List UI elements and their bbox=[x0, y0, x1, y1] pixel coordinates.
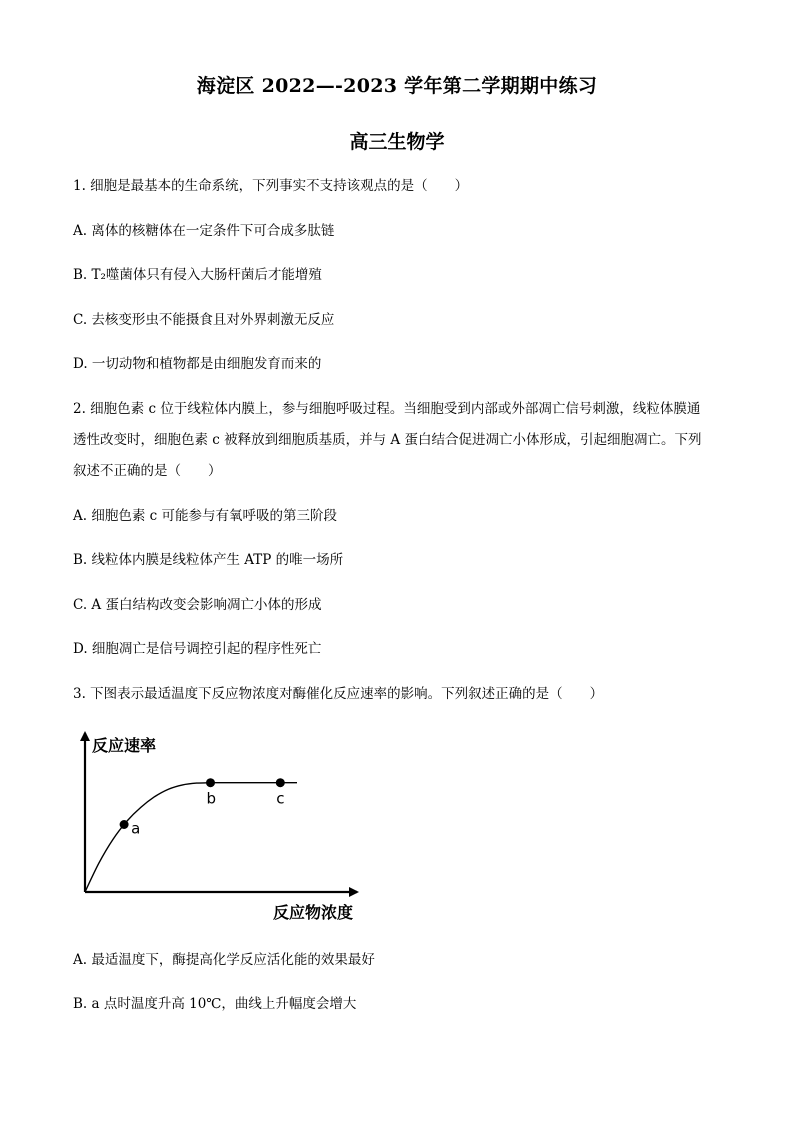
rate-curve bbox=[85, 783, 297, 892]
point-b-marker bbox=[206, 778, 215, 787]
question-2-option-d: D. 细胞凋亡是信号调控引起的程序性死亡 bbox=[73, 641, 322, 657]
question-3-option-a: A. 最适温度下，酶提高化学反应活化能的效果最好 bbox=[73, 952, 375, 968]
question-2-stem-line-3: 叙述不正确的是（ ） bbox=[73, 463, 222, 479]
point-a-label: a bbox=[131, 819, 141, 838]
question-1-option-b: B. T₂噬菌体只有侵入大肠杆菌后才能增殖 bbox=[73, 267, 322, 283]
page-subtitle: 高三生物学 bbox=[349, 131, 445, 153]
x-axis-label: 反应物浓度 bbox=[273, 903, 354, 922]
y-axis-label: 反应速率 bbox=[92, 736, 157, 755]
question-2-option-c: C. A 蛋白结构改变会影响凋亡小体的形成 bbox=[73, 597, 322, 613]
question-3-option-b: B. a 点时温度升高 10℃，曲线上升幅度会增大 bbox=[73, 996, 357, 1012]
points-layer bbox=[120, 778, 285, 837]
question-2-option-a: A. 细胞色素 c 可能参与有氧呼吸的第三阶段 bbox=[73, 508, 337, 524]
question-3-stem: 3. 下图表示最适温度下反应物浓度对酶催化反应速率的影响。下列叙述正确的是（ ） bbox=[73, 686, 604, 702]
question-2-stem-line-1: 2. 细胞色素 c 位于线粒体内膜上，参与细胞呼吸过程。当细胞受到内部或外部凋亡信号刺激，线粒体膜通 bbox=[73, 401, 701, 417]
question-1-option-d: D. 一切动物和植物都是由细胞发育而来的 bbox=[73, 356, 322, 372]
question-2-stem-line-2: 透性改变时，细胞色素 c 被释放到细胞质基质，并与 A 蛋白结合促进凋亡小体形成，引起细胞凋亡。下列 bbox=[73, 432, 702, 448]
chart-svg bbox=[60, 730, 380, 930]
question-1-stem: 1. 细胞是最基本的生命系统，下列事实不支持该观点的是（ ） bbox=[73, 178, 469, 194]
point-b-label: b bbox=[206, 789, 217, 808]
question-1-option-c: C. 去核变形虫不能摄食且对外界刺激无反应 bbox=[73, 312, 335, 328]
enzyme-rate-chart bbox=[60, 730, 380, 930]
question-2-option-b: B. 线粒体内膜是线粒体产生 ATP 的唯一场所 bbox=[73, 552, 344, 568]
point-c-label: c bbox=[276, 789, 285, 808]
point-a-marker bbox=[120, 820, 129, 829]
point-c-marker bbox=[276, 778, 285, 787]
question-1-option-a: A. 离体的核糖体在一定条件下可合成多肽链 bbox=[73, 223, 335, 239]
page-title: 海淀区 2022—-2023 学年第二学期期中练习 bbox=[196, 75, 598, 97]
